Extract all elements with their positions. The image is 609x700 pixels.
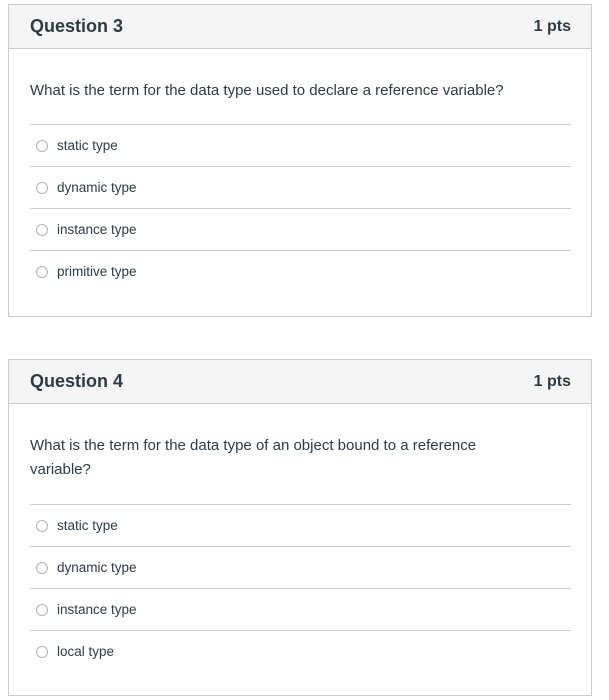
answer-label: static type xyxy=(57,518,118,533)
answer-option[interactable] xyxy=(30,547,571,589)
answer-option[interactable] xyxy=(30,589,571,631)
radio-button[interactable] xyxy=(36,224,48,236)
question-body xyxy=(9,404,591,672)
answer-list xyxy=(30,124,571,292)
answer-option[interactable] xyxy=(30,251,571,292)
answer-label: instance type xyxy=(57,222,137,237)
question-points: 1 pts xyxy=(533,17,571,35)
question-card-3 xyxy=(8,4,592,317)
question-points: 1 pts xyxy=(533,372,571,390)
question-text: What is the term for the data type used to declare a reference variable? xyxy=(30,82,504,99)
answer-label: dynamic type xyxy=(57,560,137,575)
radio-button[interactable] xyxy=(36,604,48,616)
answer-label: dynamic type xyxy=(57,180,137,195)
answer-option[interactable] xyxy=(30,209,571,251)
answer-label: static type xyxy=(57,138,118,153)
radio-button[interactable] xyxy=(36,520,48,532)
answer-option[interactable] xyxy=(30,125,571,167)
answer-label: local type xyxy=(57,644,115,659)
question-body xyxy=(9,49,591,292)
question-card-4 xyxy=(8,359,592,696)
question-header xyxy=(9,360,591,404)
answer-option[interactable] xyxy=(30,631,571,672)
radio-button[interactable] xyxy=(36,140,48,152)
answer-option[interactable] xyxy=(30,505,571,547)
answer-option[interactable] xyxy=(30,167,571,209)
question-header xyxy=(9,5,591,49)
question-title: Question 4 xyxy=(30,371,124,391)
answer-label: instance type xyxy=(57,602,137,617)
question-title: Question 3 xyxy=(30,16,124,36)
radio-button[interactable] xyxy=(36,266,48,278)
radio-button[interactable] xyxy=(36,182,48,194)
question-text: What is the term for the data type of an object bound to a reference variable? xyxy=(30,437,477,478)
radio-button[interactable] xyxy=(36,646,48,658)
radio-button[interactable] xyxy=(36,562,48,574)
answer-list xyxy=(30,504,571,672)
answer-label: primitive type xyxy=(57,264,137,279)
